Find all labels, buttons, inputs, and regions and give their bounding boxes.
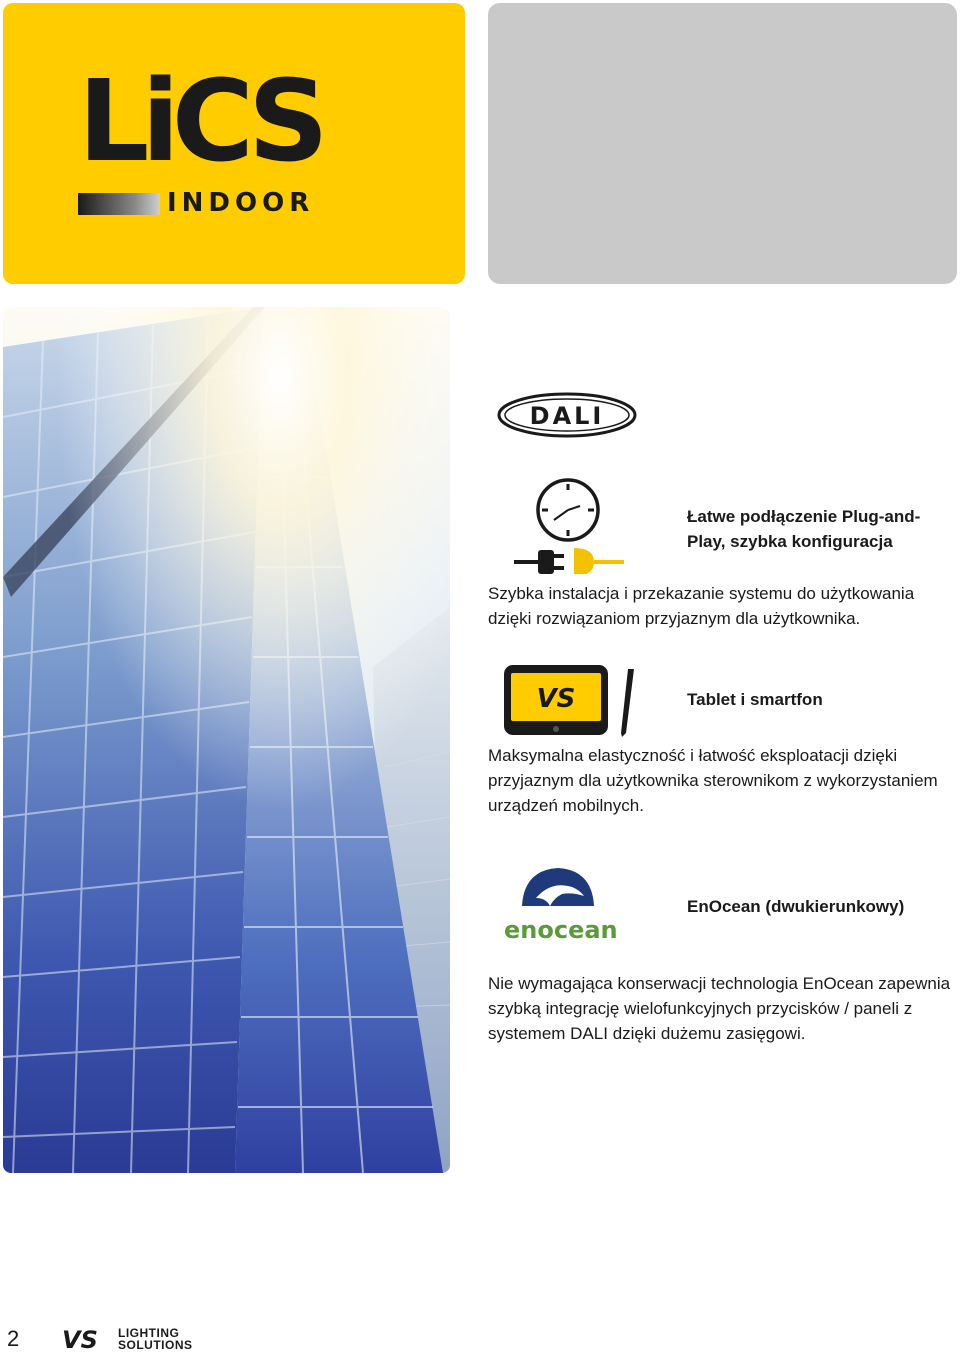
footer-brand-mark: VS <box>62 1326 98 1352</box>
feature-text-plug-and-play: Szybka instalacja i przekazanie systemu do użytkowania dzięki rozwiązaniom przyjaznym dla użytkownika. <box>488 584 915 628</box>
page-number: 2 <box>7 1326 20 1351</box>
skyscraper-image <box>3 307 450 1173</box>
lics-logo-wordmark: LiCS <box>78 57 321 187</box>
header-gray-panel <box>488 3 957 284</box>
footer-brand-text <box>118 1327 193 1351</box>
svg-text:VS: VS <box>536 684 576 714</box>
dali-logo-text: DALI <box>529 402 605 430</box>
lics-logo-subtitle: INDOOR <box>167 188 315 218</box>
tablet-icon <box>502 663 638 739</box>
feature-title-enocean: EnOcean (dwukierunkowy) <box>687 897 905 916</box>
feature-text-enocean: Nie wymagająca konserwacji technologia EnOcean zapewnia szybką integrację wielofunkcyjnych przycisków / paneli z systemem DALI dzięki dużemu zasięgowi. <box>488 974 951 1043</box>
building-photo <box>3 307 450 1173</box>
feature-text-tablet: Maksymalna elastyczność i łatwość eksploatacji dzięki przyjaznym dla użytkownika sterownikom z wykorzystaniem urządzeń mobilnych. <box>488 746 938 815</box>
enocean-logo-icon <box>500 864 622 944</box>
dali-logo-icon <box>496 391 638 439</box>
feature-title-plug-and-play: Łatwe podłączenie Plug-and-Play, szybka konfiguracja <box>687 507 921 551</box>
footer-brand-line1: LIGHTING <box>118 1326 180 1340</box>
lics-logo-gradient-bar <box>78 193 160 215</box>
footer-brand-line2: SOLUTIONS <box>118 1338 193 1352</box>
vs-lighting-logo-icon <box>62 1326 114 1352</box>
enocean-logo-text: enocean <box>504 916 618 944</box>
feature-title-tablet: Tablet i smartfon <box>687 690 823 709</box>
clock-plug-icon <box>510 476 628 574</box>
